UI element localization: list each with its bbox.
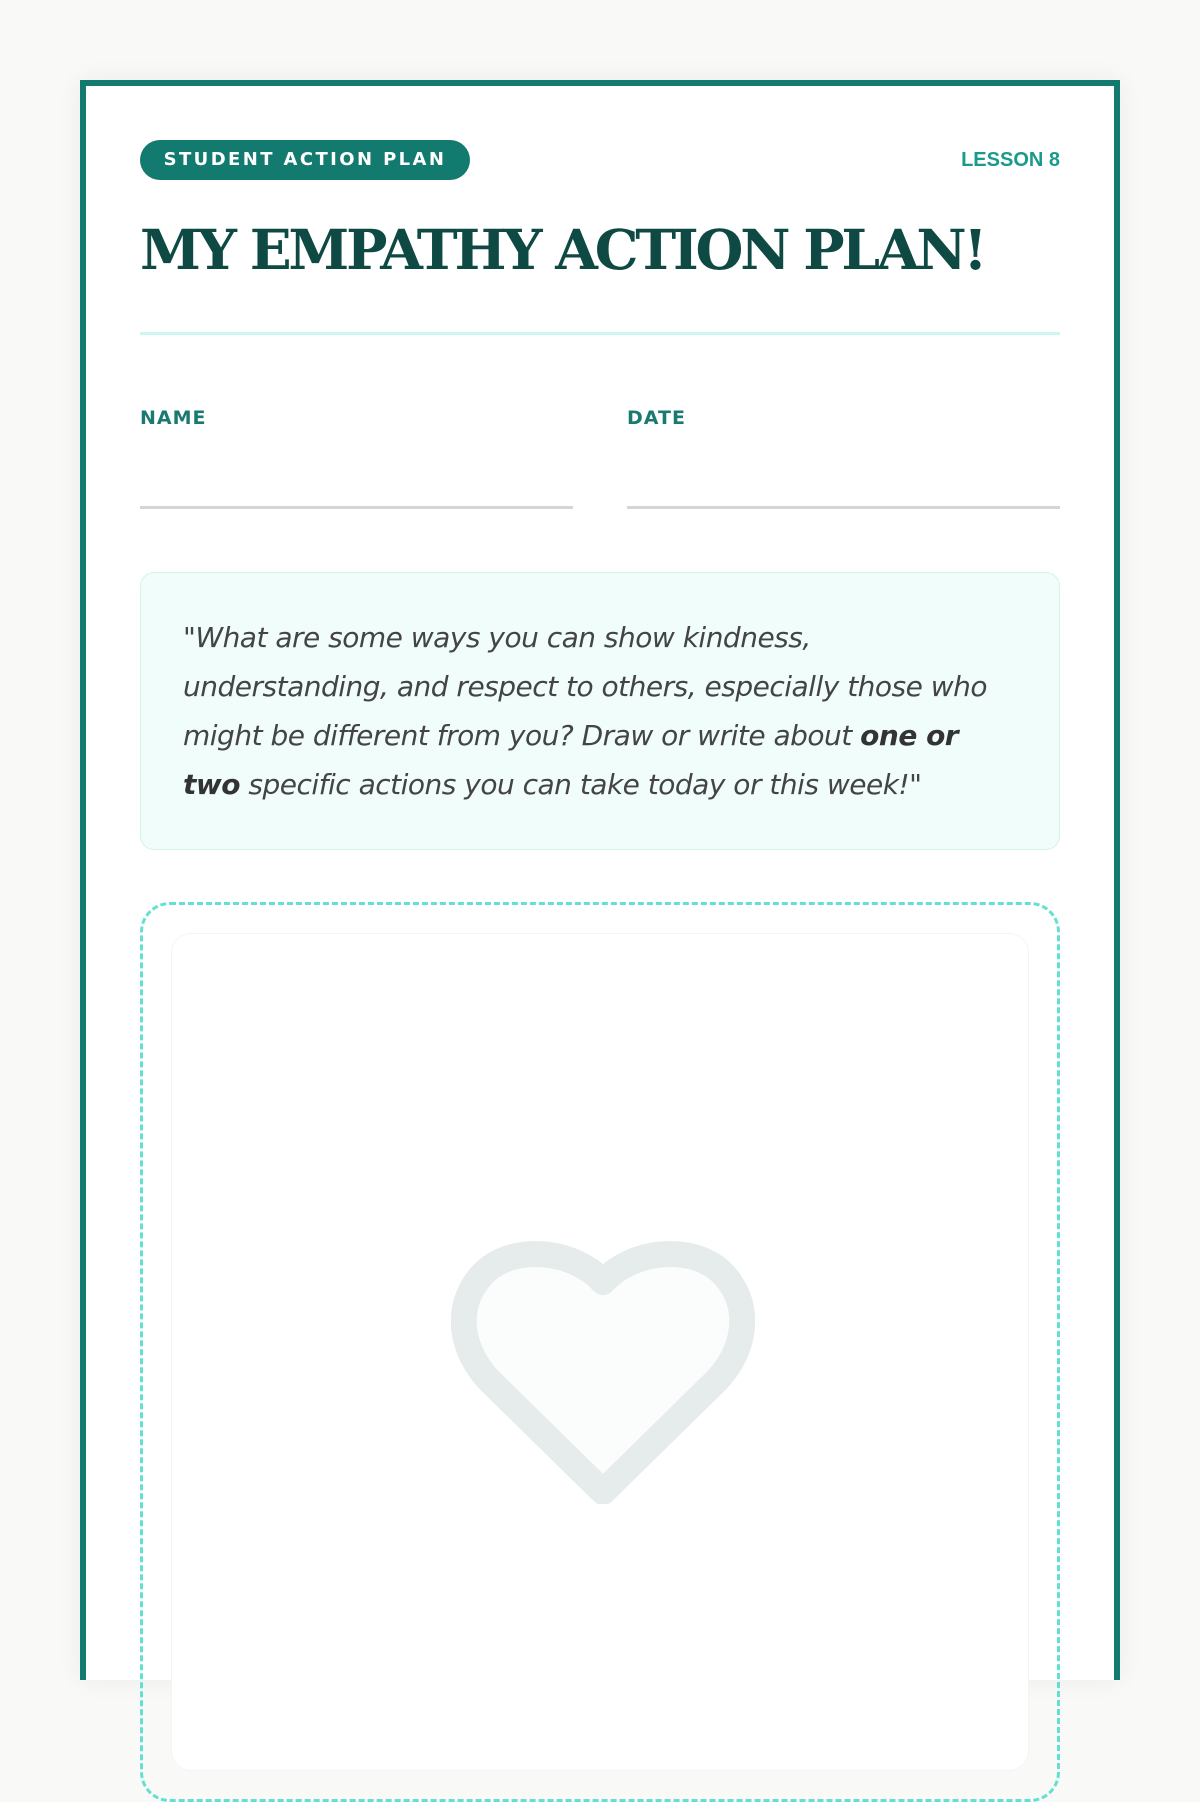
header-row	[140, 140, 1060, 180]
prompt-emphasis: one or two	[183, 719, 959, 801]
drawing-area[interactable]	[140, 902, 1060, 1802]
date-label: DATE	[627, 407, 686, 429]
heart-icon	[451, 1234, 755, 1504]
date-field[interactable]	[627, 406, 1060, 430]
name-field[interactable]	[140, 406, 573, 430]
section-badge: STUDENT ACTION PLAN	[140, 140, 470, 180]
date-write-line[interactable]	[627, 506, 1060, 509]
prompt-text	[183, 613, 1017, 809]
lesson-label: LESSON 8	[961, 149, 1060, 171]
name-write-line[interactable]	[140, 506, 573, 509]
page-title: MY EMPATHY ACTION PLAN!	[140, 217, 985, 282]
drawing-canvas[interactable]	[171, 933, 1029, 1771]
name-label: NAME	[140, 407, 207, 429]
title-divider	[140, 332, 1060, 335]
prompt-text-part1: "What are some ways you can show kindness, understanding, and respect to others, especially those who might be different from you? Draw or write about	[183, 621, 988, 752]
prompt-box	[140, 572, 1060, 850]
worksheet-page	[80, 80, 1120, 1680]
prompt-text-part2: specific actions you can take today or this week!"	[240, 768, 922, 801]
